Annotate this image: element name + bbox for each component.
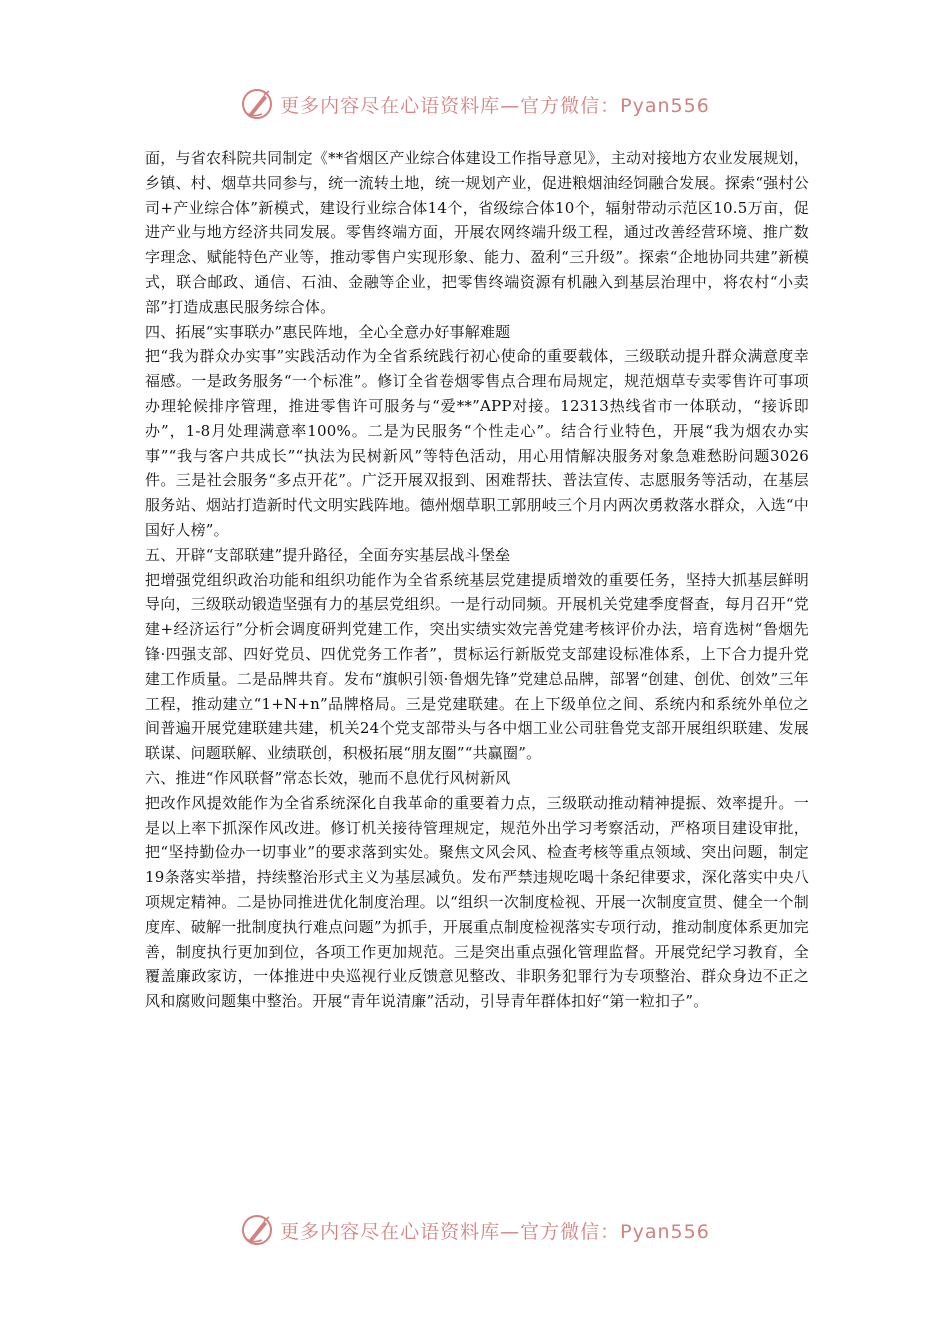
section-heading-4: 四、拓展“实事联办”惠民阵地，全心全意办好事解难题 [145, 322, 511, 341]
document-body [145, 146, 809, 1014]
header-watermark-text: 更多内容尽在心语资料库—官方微信：Pyan556 [280, 94, 710, 117]
body-paragraph: 面，与省农科院共同制定《**省烟区产业综合体建设工作指导意见》，主动对接地方农业发展规划，乡镇、村、烟草共同参与，统一流转土地，统一规划产业，促进粮烟油经饲融合发展。探索“强村公司+产业综合体”新模式，建设行业综合体14个，省级综合体10个，辐射带动示范区10.5万亩，促进产业与地方经济共同发展。零售终端方面，开展农网终端升级工程，通过改善经营环境、推广数字理念、赋能特色产业等，推动零售户实现形象、能力、盈利“三升级”。探索“企地协同共建”新模式，联合邮政、通信、石油、金融等企业，把零售终端资源有机融入到基层治理中，将农村“小卖部”打造成惠民服务综合体。 [145, 149, 809, 316]
body-paragraph: 把增强党组织政治功能和组织功能作为全省系统基层党建提质增效的重要任务，坚持大抓基层鲜明导向，三级联动锻造坚强有力的基层党组织。一是行动同频。开展机关党建季度督查，每月召开“党建+经济运行”分析会调度研判党建工作，突出实绩实效完善党建考核评价办法，培育选树“鲁烟先锋·四强支部、四好党员、四优党务工作者”，贯标运行新版党支部建设标准体系，上下合力提升党建工作质量。二是品牌共育。发布“旗帜引领·鲁烟先锋”党建总品牌，部署“创建、创优、创效”三年工程，推动建立“1+N+n”品牌格局。三是党建联建。在上下级单位之间、系统内和系统外单位之间普遍开展党建联建共建，机关24个党支部带头与各中烟工业公司驻鲁党支部开展组织联建、发展联谋、问题联解、业绩联创，积极拓展“朋友圈”“共赢圈”。 [145, 570, 809, 763]
quill-pen-logo-icon [240, 87, 274, 121]
quill-pen-logo-icon [240, 1213, 274, 1247]
footer-watermark-banner [0, 1210, 950, 1250]
footer-watermark-text: 更多内容尽在心语资料库—官方微信：Pyan556 [280, 1220, 710, 1243]
body-paragraph: 把“我为群众办实事”实践活动作为全省系统践行初心使命的重要载体，三级联动提升群众满意度幸福感。一是政务服务“一个标准”。修订全省卷烟零售点合理布局规定，规范烟草专卖零售许可事项办理轮候排序管理，推进零售许可服务与“爱**”APP对接。12313热线省市一体联动，“接诉即办”，1-8月处理满意率100%。二是为民服务“个性走心”。结合行业特色，开展“我为烟农办实事”“我与客户共成长”“执法为民树新风”等特色活动，用心用情解决服务对象急难愁盼问题3026件。三是社会服务“多点开花”。广泛开展双报到、困难帮扶、普法宣传、志愿服务等活动，在基层服务站、烟站打造新时代文明实践阵地。德州烟草职工郭朋岐三个月内两次勇救落水群众，入选“中国好人榜”。 [145, 347, 809, 539]
header-watermark-banner [0, 84, 950, 124]
section-heading-5: 五、开辟“支部联建”提升路径，全面夯实基层战斗堡垒 [145, 545, 511, 564]
section-heading-6: 六、推进“作风联督”常态长效，驰而不息优行风树新风 [145, 768, 511, 787]
body-paragraph: 把改作风提效能作为全省系统深化自我革命的重要着力点，三级联动推动精神提振、效率提升。一是以上率下抓深作风改进。修订机关接待管理规定，规范外出学习考察活动，严格项目建设审批，把“坚持勤俭办一切事业”的要求落到实处。聚焦文风会风、检查考核等重点领域、突出问题，制定19条落实举措，持续整治形式主义为基层减负。发布严禁违规吃喝十条纪律要求，深化落实中央八项规定精神。二是协同推进优化制度治理。以“组织一次制度检视、开展一次制度宣贯、健全一个制度库、破解一批制度执行难点问题”为抓手，开展重点制度检视落实专项行动，推动制度体系更加完善，制度执行更加到位，各项工作更加规范。三是突出重点强化管理监督。开展党纪学习教育，全覆盖廉政家访，一体推进中央巡视行业反馈意见整改、非职务犯罪行为专项整治、群众身边不正之风和腐败问题集中整治。开展“青年说清廉”活动，引导青年群体扣好“第一粒扣子”。 [145, 793, 809, 1011]
